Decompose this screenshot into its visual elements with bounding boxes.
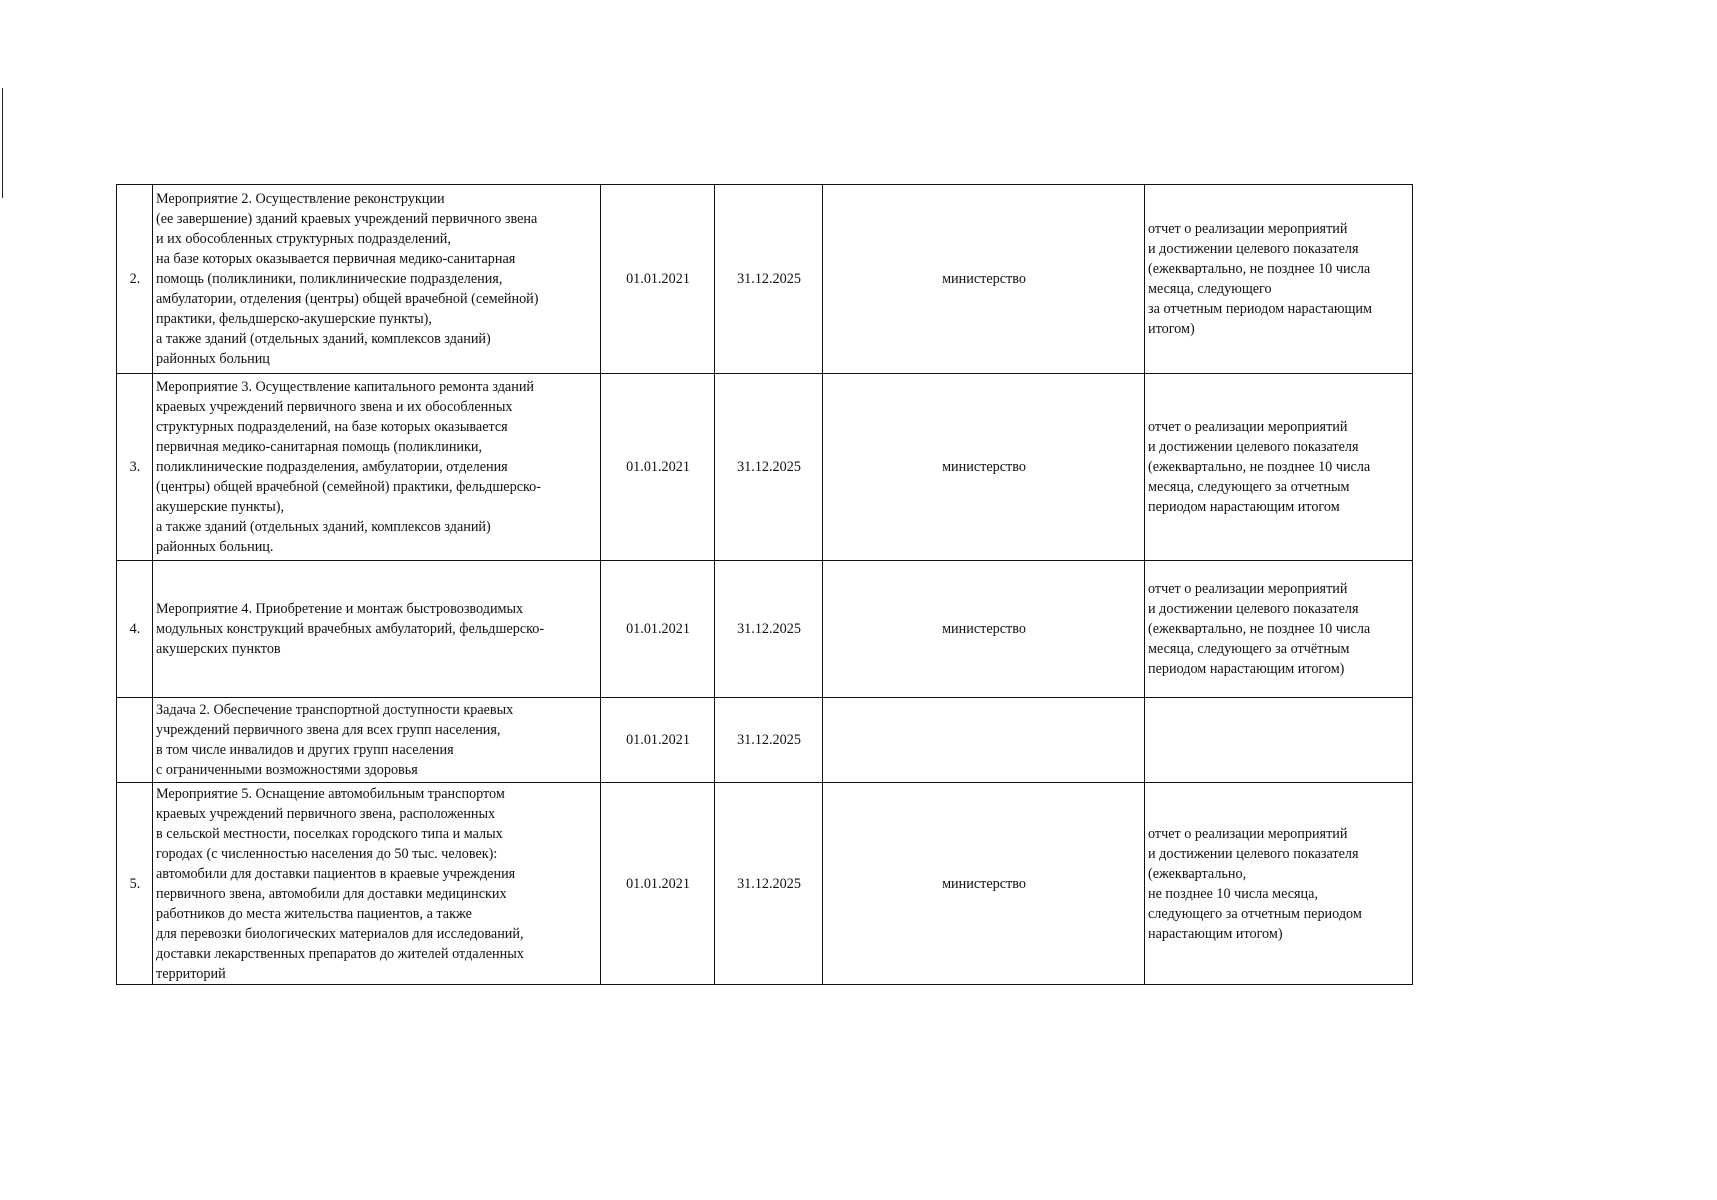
- report-form: [1145, 185, 1413, 374]
- description-line: районных больниц: [156, 351, 270, 367]
- description-line: Мероприятие 3. Осуществление капитального ремонта зданий: [156, 379, 535, 395]
- report-line: нарастающим итогом): [1148, 925, 1283, 942]
- report-line: не позднее 10 числа месяца,: [1148, 885, 1318, 902]
- description-line: акушерских пунктов: [156, 641, 281, 657]
- report-line: (ежеквартально,: [1148, 865, 1247, 882]
- description-line: территорий: [156, 965, 226, 982]
- report-line: и достижении целевого показателя: [1148, 601, 1359, 617]
- end-date: 31.12.2025: [715, 698, 823, 783]
- description-line: практики, фельдшерско-акушерские пункты),: [156, 311, 432, 327]
- report-line: месяца, следующего за отчетным: [1148, 479, 1350, 495]
- start-date: 01.01.2021: [601, 698, 715, 783]
- report-line: и достижении целевого показателя: [1148, 241, 1359, 257]
- description-line: краевых учреждений первичного звена и их обособленных: [156, 399, 513, 415]
- end-date: 31.12.2025: [715, 374, 823, 561]
- report-line: итогом): [1148, 321, 1195, 337]
- row-number: [117, 698, 153, 783]
- description-line: краевых учреждений первичного звена, расположенных: [156, 805, 496, 822]
- table-row: [117, 561, 1413, 698]
- description-line: структурных подразделений, на базе которых оказывается: [156, 419, 508, 435]
- description-line: акушерские пункты),: [156, 499, 285, 515]
- description-line: (центры) общей врачебной (семейной) практики, фельдшерско-: [156, 479, 541, 495]
- report-form: [1145, 561, 1413, 698]
- table-row: [117, 374, 1413, 561]
- report-line: и достижении целевого показателя: [1148, 439, 1359, 455]
- start-date: 01.01.2021: [601, 783, 715, 985]
- program-activities-table: [116, 184, 1413, 985]
- report-line: месяца, следующего: [1148, 281, 1272, 297]
- activity-description: [153, 185, 601, 374]
- description-line: а также зданий (отдельных зданий, комплексов зданий): [156, 331, 491, 347]
- activity-description: [153, 374, 601, 561]
- activity-description: [153, 783, 601, 985]
- description-line: городах (с численностью населения до 50 тыс. человек):: [156, 845, 498, 862]
- report-line: за отчетным периодом нарастающим: [1148, 301, 1373, 317]
- report-line: отчет о реализации мероприятий: [1148, 419, 1348, 435]
- scan-edge-mark: [2, 88, 3, 198]
- report-form: [1145, 698, 1413, 783]
- table-row: [117, 783, 1413, 985]
- report-line: отчет о реализации мероприятий: [1148, 825, 1348, 842]
- description-line: на базе которых оказывается первичная медико-санитарная: [156, 251, 516, 267]
- report-line: и достижении целевого показателя: [1148, 845, 1359, 862]
- report-line: (ежеквартально, не позднее 10 числа: [1148, 261, 1371, 277]
- description-line: для перевозки биологических материалов для исследований,: [156, 925, 524, 942]
- description-line: (ее завершение) зданий краевых учреждений первичного звена: [156, 211, 538, 227]
- executor: министерство: [823, 185, 1145, 374]
- description-line: Мероприятие 5. Оснащение автомобильным транспортом: [156, 785, 505, 802]
- end-date: 31.12.2025: [715, 561, 823, 698]
- description-line: Задача 2. Обеспечение транспортной доступности краевых: [156, 702, 514, 718]
- description-line: Мероприятие 2. Осуществление реконструкции: [156, 191, 445, 207]
- report-form: [1145, 783, 1413, 985]
- executor: министерство: [823, 561, 1145, 698]
- description-line: модульных конструкций врачебных амбулаторий, фельдшерско-: [156, 621, 545, 637]
- report-line: периодом нарастающим итогом): [1148, 661, 1345, 677]
- description-line: первичного звена, автомобили для доставки медицинских: [156, 885, 507, 902]
- report-line: отчет о реализации мероприятий: [1148, 221, 1348, 237]
- start-date: 01.01.2021: [601, 374, 715, 561]
- description-line: помощь (поликлиники, поликлинические подразделения,: [156, 271, 503, 287]
- description-line: а также зданий (отдельных зданий, комплексов зданий): [156, 519, 491, 535]
- row-number: 4.: [117, 561, 153, 698]
- description-line: доставки лекарственных препаратов до жителей отдаленных: [156, 945, 524, 962]
- description-line: в сельской местности, поселках городского типа и малых: [156, 825, 503, 842]
- start-date: 01.01.2021: [601, 561, 715, 698]
- table-row: [117, 698, 1413, 783]
- description-line: Мероприятие 4. Приобретение и монтаж быстровозводимых: [156, 601, 524, 617]
- executor: министерство: [823, 783, 1145, 985]
- report-line: месяца, следующего за отчётным: [1148, 641, 1350, 657]
- task-description: [153, 698, 601, 783]
- executor: министерство: [823, 374, 1145, 561]
- report-line: (ежеквартально, не позднее 10 числа: [1148, 459, 1371, 475]
- description-line: поликлинические подразделения, амбулатории, отделения: [156, 459, 508, 475]
- description-line: работников до места жительства пациентов, а также: [156, 905, 472, 922]
- row-number: 5.: [117, 783, 153, 985]
- end-date: 31.12.2025: [715, 185, 823, 374]
- end-date: 31.12.2025: [715, 783, 823, 985]
- report-line: периодом нарастающим итогом: [1148, 499, 1340, 515]
- description-line: районных больниц.: [156, 539, 274, 555]
- start-date: 01.01.2021: [601, 185, 715, 374]
- description-line: амбулатории, отделения (центры) общей врачебной (семейной): [156, 291, 539, 307]
- report-line: отчет о реализации мероприятий: [1148, 581, 1348, 597]
- row-number: 3.: [117, 374, 153, 561]
- report-line: (ежеквартально, не позднее 10 числа: [1148, 621, 1371, 637]
- description-line: в том числе инвалидов и других групп населения: [156, 742, 454, 758]
- row-number: 2.: [117, 185, 153, 374]
- report-line: следующего за отчетным периодом: [1148, 905, 1362, 922]
- activity-description: [153, 561, 601, 698]
- table-row: [117, 185, 1413, 374]
- description-line: учреждений первичного звена для всех групп населения,: [156, 722, 501, 738]
- report-form: [1145, 374, 1413, 561]
- executor: [823, 698, 1145, 783]
- description-line: первичная медико-санитарная помощь (поликлиники,: [156, 439, 483, 455]
- description-line: и их обособленных структурных подразделений,: [156, 231, 451, 247]
- description-line: автомобили для доставки пациентов в краевые учреждения: [156, 865, 516, 882]
- description-line: с ограниченными возможностями здоровья: [156, 762, 418, 778]
